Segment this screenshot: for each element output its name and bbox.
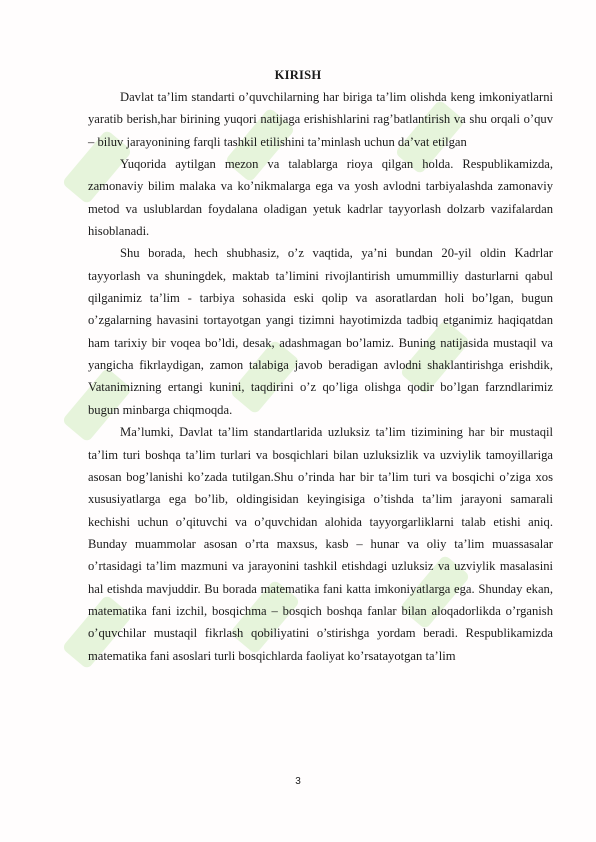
document-body — [88, 86, 553, 667]
paragraph: Ma’lumki, Davlat ta’lim standartlarida uzluksiz ta’lim tizimining har bir mustaqil ta’lim turi boshqa ta’lim turlari va bosqichlari bilan uzluksizlik va uzviylik tamoyillariga asosan bog’lanishi ko’zada tutilgan.Shu o’rinda har bir ta’lim turi va bosqichi o’ziga xos xususiyatlarga ega bo’lib, oldingisidan keyingisiga o’tishda ta’lim jarayoni samarali kechishi uchun o’qituvchi va o’quvchidan alohida tayyorgarliklarni talab etishi aniq. Bunday muammolar asosan o’rta maxsus, kasb – hunar va oliy ta’lim muassasalar o’rtasidagi ta’lim mazmuni va jarayonini tashkil etishdagi uzluksiz va uzviylik masalasini hal etishda mavjuddir. Bu borada matematika fani katta imkoniyatlarga ega. Shunday ekan, matematika fani izchil, bosqichma – bosqich boshqa fanlar bilan aloqadorlikda o’rganish o’quvchilar mustaqil fikrlash qobiliyatini o’stirishga yordam beradi. Respublikamizda matematika fani asoslari turli bosqichlarda faoliyat ko’rsatayotgan ta’lim — [88, 425, 553, 663]
page-number: 3 — [295, 776, 301, 787]
paragraph: Davlat ta’lim standarti o’quvchilarning har biriga ta’lim olishda keng imkoniyatlarni yaratib berish,har birining yuqori natijaga erishishlarini rag’batlantirish va shu orqali o’quv – biluv jarayonining farqli tashkil etilishini ta’minlash uchun da’vat etilgan — [88, 90, 553, 149]
paragraph: Shu borada, hech shubhasiz, o’z vaqtida, ya’ni bundan 20-yil oldin Kadrlar tayyorlash va shuningdek, maktab ta’limini rivojlantirish umummilliy dasturlarni qabul qilganimiz ta’lim - tarbiya sohasida eski qolip va asoratlardan holi bo’lgan, bugun o’zgalarning havasini tortayotgan yangi tizimni hayotimizda tadbiq etganimiz haqiqatdan ham tarixiy bir voqea bo’ldi, desak, adashmagan bo’lamiz. Buning natijasida mustaqil va yangicha fikrlaydigan, zamon talabiga javob beradigan avlodni shaklantirishga erishdik, Vatanimizning ertangi kunini, taqdirini o’z qo’liga olishga qodir bo’lgan farzndlarimiz bugun minbarga chiqmoqda. — [88, 246, 553, 417]
paragraph: Yuqorida aytilgan mezon va talablarga rioya qilgan holda. Respublikamizda, zamonaviy bilim malaka va ko’nikmalarga ega va yosh avlodni tarbiyalashda zamonaviy metod va uslublardan foydalana oladigan yetuk kadrlar tayyorlash dolzarb vazifalardan hisoblanadi. — [88, 157, 553, 239]
page-title: KIRISH — [274, 68, 322, 83]
